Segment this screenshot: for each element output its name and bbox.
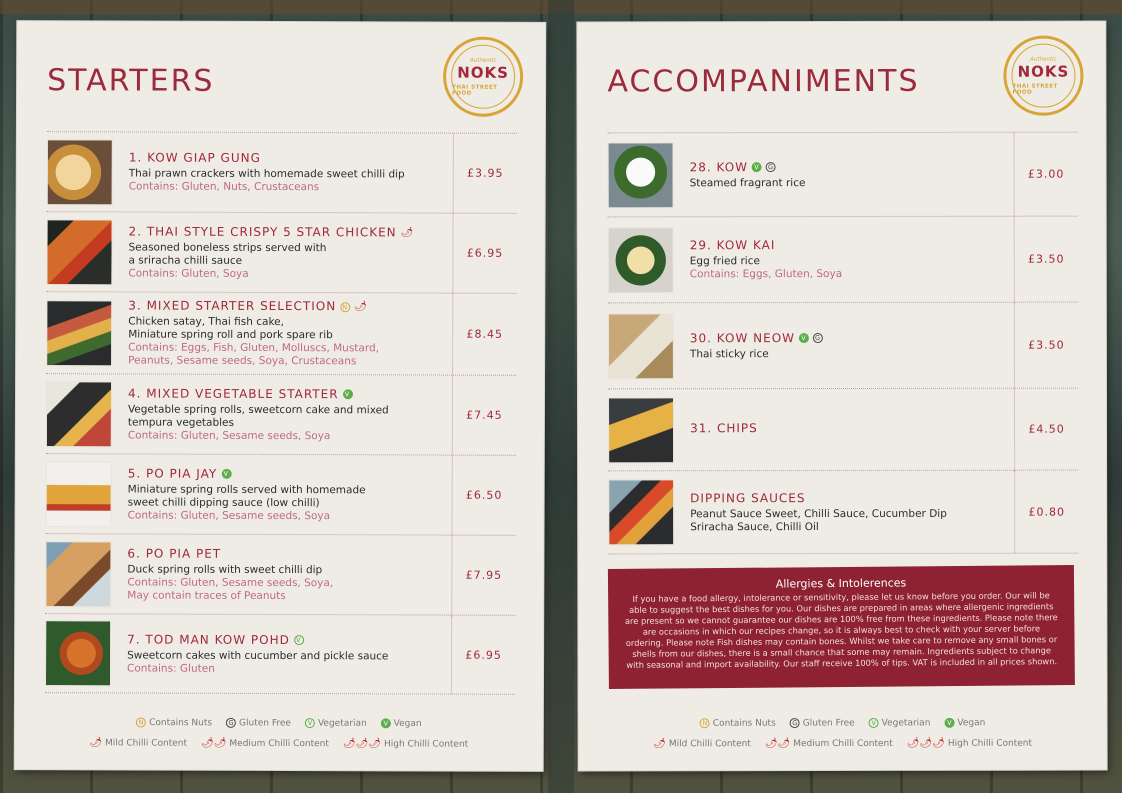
allergy-text: If you have a food allergy, intolerance or sensitivity, please let us know before you order. Our will be able to suggest the best dishes for you. Our dishes are prepared in areas where allergenic ingredients are present so we cannot guarantee our dishes are 100% free from these ingredients. Please note there are occasions in which our recipes change, so it is always best to check with your server before ordering. Please note Fish dishes may contain bones. Whilst we take care to remove any small bones or shells from our dishes, there is a small chance that some may remain. Ingredients subject to change with seasonal and import availability. Our staff receive 100% of tips. VAT is included in all prices shown. [624,590,1058,670]
page-title: ACCOMPANIMENTS [607,63,920,100]
dish-name-text: 4. MIXED VEGETABLE STARTER [127,385,339,401]
chilli-icon: 🌶 [400,226,415,238]
dish-description: Miniature spring rolls served with homemade sweet chilli dipping sauce (low chilli) [127,482,366,509]
wall-gap [548,0,574,793]
dish-photo [46,461,112,527]
dish-price: £7.95 [451,536,515,615]
dish-price: £6.50 [452,456,516,535]
dish-name [128,466,446,481]
gluten-free-icon: G [226,718,236,728]
dish-price: £8.45 [452,294,516,375]
dish-description: Thai prawn crackers with homemade sweet chilli dip [128,167,405,181]
dish-description: Seasoned boneless strips served with a sriracha chilli sauce [128,240,327,267]
starters-page [15,21,546,771]
menu-item [45,613,515,695]
dish-name [690,159,1008,174]
dish-name [128,386,446,401]
legend-medium: 🌶🌶 Medium Chilli Content [201,737,329,750]
logo-name: NOKS [457,63,510,82]
accompaniments-list [608,132,1079,555]
chilli-icon: 🌶🌶🌶 [342,738,382,750]
dish-description: Sweetcorn cakes with cucumber and pickle sauce [127,648,389,662]
dish-description: Peanut Sauce Sweet, Chilli Sauce, Cucumber Dip Sriracha Sauce, Chilli Oil [690,507,947,533]
noks-logo [443,37,523,117]
logo-top-text: Authentic [469,57,497,64]
dish-photo [47,139,113,205]
menu-item [608,302,1078,389]
menu-item [45,533,515,615]
dish-allergens: Contains: Gluten, Nuts, Crustaceans [128,180,320,194]
diet-legend [15,717,543,729]
menu-item [47,131,517,213]
diet-legend [579,718,1107,729]
dish-name [690,490,1008,505]
dish-name [129,150,447,165]
chilli-icon: 🌶🌶 [764,738,791,750]
dish-allergens: Contains: Gluten, Sesame seeds, Soya [127,428,331,442]
vegan-icon: V [799,333,809,343]
dish-name [127,632,445,647]
chilli-icon: 🌶🌶🌶 [906,737,945,749]
dish-allergens: Contains: Gluten, Sesame seeds, Soya, May contain traces of Peanuts [127,575,334,602]
dish-info [113,150,453,194]
gluten-free-icon: G [790,718,800,728]
dish-info [674,421,1014,439]
dish-price: £6.95 [452,214,516,293]
dish-photo [46,219,112,285]
dish-price: £7.45 [452,376,516,455]
allergy-title: Allergies & Intolerences [775,576,907,591]
dish-name-text: 29. KOW KAI [689,238,776,253]
menu-item [608,388,1078,471]
dish-photo [608,142,674,208]
legend-nuts: N Contains Nuts [136,717,212,728]
dish-name [690,421,1008,436]
legend-vegan: V Vegan [381,718,422,729]
legend-high: 🌶🌶🌶 High Chilli Content [906,737,1033,749]
dish-name [690,330,1008,345]
legend-mild: 🌶 Mild Chilli Content [89,737,188,749]
vegan-icon: V [752,162,762,172]
legend-medium: 🌶🌶 Medium Chilli Content [764,738,893,750]
vegetarian-icon: V [294,635,304,645]
dish-name-text: 3. MIXED STARTER SELECTION [128,298,337,314]
dish-allergens: Contains: Gluten, Sesame seeds, Soya [127,508,331,522]
dish-info [112,298,452,368]
menu-item [608,216,1078,303]
vegetarian-icon: V [305,718,315,728]
dish-price: £3.00 [1014,133,1078,216]
chilli-icon: 🌶 [653,738,666,750]
dish-info [674,159,1014,190]
dish-name-text: 30. KOW NEOW [689,330,796,345]
dish-info [674,330,1014,361]
chilli-legend [579,738,1107,750]
dish-description: Duck spring rolls with sweet chilli dip [127,562,323,576]
dish-name [129,224,447,239]
dish-name-text: 2. THAI STYLE CRISPY 5 STAR CHICKEN [128,223,397,239]
menu-item [608,132,1078,217]
dish-price: £3.50 [1014,303,1078,388]
vegan-icon: V [944,718,954,728]
gluten-free-icon: G [814,334,822,343]
dish-price: £6.95 [451,616,515,694]
dish-allergens: Contains: Eggs, Fish, Gluten, Molluscs, Mustard, Peanuts, Sesame seeds, Soya, Crustaceans [128,341,380,368]
dish-allergens: Contains: Gluten [127,661,215,675]
vegan-icon: V [381,718,391,728]
allergy-notice [608,565,1075,689]
dish-name-text: 1. KOW GIAP GUNG [128,150,261,165]
nuts-icon: N [700,718,710,728]
menu-item [46,453,516,535]
legend-high: 🌶🌶🌶 High Chilli Content [342,738,469,750]
dish-price: £0.80 [1014,471,1078,553]
dish-name-text: DIPPING SAUCES [690,490,806,505]
menu-item [46,291,516,375]
legend-veg: V Vegetarian [869,718,931,729]
dish-info [112,386,452,443]
accompaniments-page [577,22,1106,771]
dish-description: Egg fried rice [689,255,760,268]
nuts-icon: N [340,302,350,312]
dish-description: Vegetable spring rolls, sweetcorn cake and mixed tempura vegetables [127,402,389,429]
dish-photo [608,227,674,293]
legend-gf: G Gluten Free [226,718,291,729]
dish-name-text: 28. KOW [689,159,749,174]
logo-top-text: Authentic [1030,56,1057,63]
logo-name: NOKS [1017,62,1070,81]
gluten-free-icon: G [767,163,775,172]
dish-allergens: Contains: Gluten, Soya [128,266,249,280]
dish-info [112,224,452,281]
chilli-icon: 🌶 [354,301,368,313]
chilli-legend [15,737,543,750]
dish-info [674,490,1014,534]
legend-gf: G Gluten Free [790,718,855,729]
dish-description: Steamed fragrant rice [689,176,806,189]
legend-vegan: V Vegan [944,718,985,729]
noks-logo [1003,36,1083,116]
dish-price: £3.50 [1014,217,1078,302]
dish-name [690,238,1008,253]
logo-tag: THAI STREET FOOD [452,84,498,97]
starters-list [45,131,517,695]
dish-photo [45,620,111,686]
dish-description: Chicken satay, Thai fish cake, Miniature spring roll and pork spare rib [128,315,333,342]
vegan-icon: V [343,389,353,399]
dish-info [674,238,1014,282]
vegan-icon: V [221,469,231,479]
dish-info [111,632,451,676]
menu-item [46,373,516,455]
dish-info [112,466,452,523]
dish-price: £4.50 [1014,389,1078,470]
dish-allergens: Contains: Eggs, Gluten, Soya [689,267,843,281]
dish-name-text: 7. TOD MAN KOW POHD [127,631,290,647]
dish-photo [46,300,112,366]
chilli-icon: 🌶 [89,737,103,749]
dish-name-text: 31. CHIPS [690,421,758,436]
dish-photo [608,397,674,463]
logo-tag: THAI STREET FOOD [1012,83,1058,96]
dish-name-text: 6. PO PIA PET [127,545,222,561]
dish-info [111,546,451,603]
menu-item [608,470,1078,555]
page-title: STARTERS [47,63,215,99]
legend-mild: 🌶 Mild Chilli Content [653,738,751,750]
vegetarian-icon: V [869,718,879,728]
dish-name [128,298,446,313]
dish-name [127,546,445,561]
dish-description: Thai sticky rice [689,347,769,360]
dish-photo [46,381,112,447]
legend-nuts: N Contains Nuts [700,718,776,729]
dish-photo [608,313,674,379]
chilli-icon: 🌶🌶 [201,737,227,749]
nuts-icon: N [136,717,146,727]
dish-name-text: 5. PO PIA JAY [127,465,218,481]
dish-photo [608,479,674,545]
dish-photo [45,541,111,607]
legend-veg: V Vegetarian [305,718,367,729]
menu-item [46,211,516,293]
dish-price: £3.95 [453,134,517,213]
